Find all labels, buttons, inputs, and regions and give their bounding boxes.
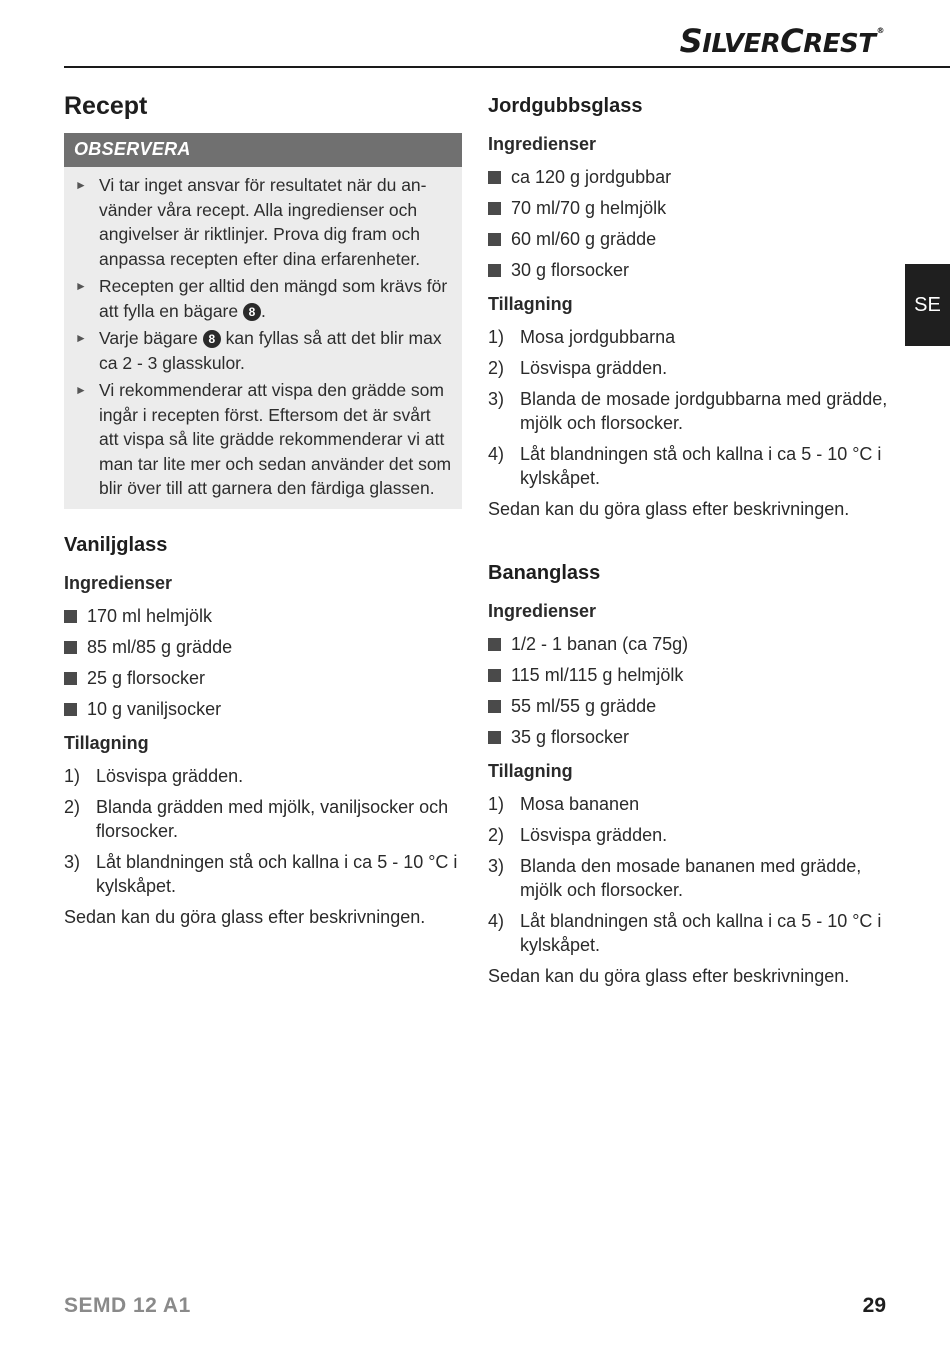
- header-rule: [64, 66, 950, 68]
- list-item: 30 g florsocker: [488, 258, 888, 282]
- ingredient-list: [488, 632, 888, 749]
- list-item: 70 ml/70 g helmjölk: [488, 196, 888, 220]
- recipe-vanilj: [64, 534, 462, 929]
- list-item: 60 ml/60 g grädde: [488, 227, 888, 251]
- square-bullet-icon: [64, 641, 77, 654]
- recipe-title: Jordgubbsglass: [488, 95, 643, 117]
- list-item: 2) Blanda grädden med mjölk, vaniljsocker och florsocker.: [64, 797, 449, 841]
- square-bullet-icon: [488, 233, 501, 246]
- list-item: 3) Låt blandningen stå och kallna i ca 5 - 10 °C i kylskåpet.: [64, 852, 458, 896]
- recipe-banan: [488, 562, 888, 988]
- list-item: 1) Mosa jordgubbarna: [488, 327, 676, 347]
- square-bullet-icon: [488, 264, 501, 277]
- list-item: 1) Mosa bananen: [488, 794, 640, 814]
- language-tab: SE: [905, 264, 950, 346]
- list-item: 35 g florsocker: [488, 725, 888, 749]
- list-item: 85 ml/85 g grädde: [64, 635, 462, 659]
- steps-heading: Tillagning: [488, 294, 573, 314]
- footer-model-number: SEMD 12 A1: [64, 1294, 191, 1317]
- triangle-bullet-icon: ►: [75, 383, 87, 397]
- notice-title: OBSERVERA: [64, 133, 462, 167]
- recipe-outro: Sedan kan du göra glass efter beskrivningen.: [488, 499, 850, 519]
- triangle-bullet-icon: ►: [75, 178, 87, 192]
- recipe-outro: Sedan kan du göra glass efter beskrivningen.: [488, 966, 850, 986]
- triangle-bullet-icon: ►: [75, 279, 87, 293]
- ingredients-heading: Ingredienser: [488, 134, 597, 154]
- ingredient-list: [488, 165, 888, 282]
- list-item: 3) Blanda den mosade bananen med grädde, mjölk och florsocker.: [488, 856, 862, 900]
- square-bullet-icon: [64, 703, 77, 716]
- ingredients-heading: Ingredienser: [64, 573, 173, 593]
- steps-heading: Tillagning: [64, 733, 149, 753]
- list-item: 10 g vaniljsocker: [64, 697, 462, 721]
- list-item: 2) Lösvispa grädden.: [488, 358, 668, 378]
- notice-item: ► Vi tar inget ansvar för resultatet när du an-vänder våra recept. Alla ingredienser och angivelser är riktlinjer. Prova dig fram och anpassa recepten efter dina erfarenheter.: [75, 175, 427, 269]
- notice-list: [64, 167, 462, 501]
- square-bullet-icon: [488, 638, 501, 651]
- list-item: 1) Lösvispa grädden.: [64, 766, 244, 786]
- square-bullet-icon: [488, 171, 501, 184]
- list-item: 4) Låt blandningen stå och kallna i ca 5 - 10 °C i kylskåpet.: [488, 911, 882, 955]
- footer-page-number: 29: [862, 1294, 886, 1317]
- square-bullet-icon: [64, 610, 77, 623]
- square-bullet-icon: [488, 700, 501, 713]
- list-item: ca 120 g jordgubbar: [488, 165, 888, 189]
- ingredient-list: [64, 604, 462, 721]
- square-bullet-icon: [488, 731, 501, 744]
- list-item: 115 ml/115 g helmjölk: [488, 663, 888, 687]
- list-item: 1/2 - 1 banan (ca 75g): [488, 632, 888, 656]
- square-bullet-icon: [64, 672, 77, 685]
- steps-heading: Tillagning: [488, 761, 573, 781]
- notice-item: ► Recepten ger alltid den mängd som krävs för att fylla en bägare 8 .: [75, 276, 448, 321]
- notice-box: [64, 133, 462, 509]
- part-number-badge: 8: [243, 303, 261, 321]
- list-item: 3) Blanda de mosade jordgubbarna med grädde, mjölk och florsocker.: [488, 389, 888, 433]
- step-list: [488, 325, 888, 490]
- notice-item: ► Vi rekommenderar att vispa den grädde som ingår i recepten först. Eftersom det är svårt att vispa så lite grädde rekommenderar vi att man tar lite mer och sedan använder det som blir över till att garnera den färdiga glassen.: [75, 380, 452, 498]
- list-item: 55 ml/55 g grädde: [488, 694, 888, 718]
- recipe-title: Vaniljglass: [64, 534, 168, 556]
- list-item: 4) Låt blandningen stå och kallna i ca 5 - 10 °C i kylskåpet.: [488, 444, 882, 488]
- page-title: Recept: [64, 92, 148, 120]
- list-item: 25 g florsocker: [64, 666, 462, 690]
- square-bullet-icon: [488, 202, 501, 215]
- recipe-outro: Sedan kan du göra glass efter beskrivningen.: [64, 907, 426, 927]
- list-item: 170 ml helmjölk: [64, 604, 462, 628]
- step-list: [488, 792, 888, 957]
- square-bullet-icon: [488, 669, 501, 682]
- notice-item: ► Varje bägare 8 kan fyllas så att det blir max ca 2 - 3 glasskulor.: [75, 328, 442, 373]
- triangle-bullet-icon: ►: [75, 331, 87, 345]
- ingredients-heading: Ingredienser: [488, 601, 597, 621]
- recipe-jordgubb: [488, 95, 888, 521]
- brand-logo: SILVERCREST®: [679, 22, 884, 60]
- step-list: [64, 764, 462, 898]
- recipe-title: Bananglass: [488, 562, 601, 584]
- list-item: 2) Lösvispa grädden.: [488, 825, 668, 845]
- part-number-badge: 8: [203, 330, 221, 348]
